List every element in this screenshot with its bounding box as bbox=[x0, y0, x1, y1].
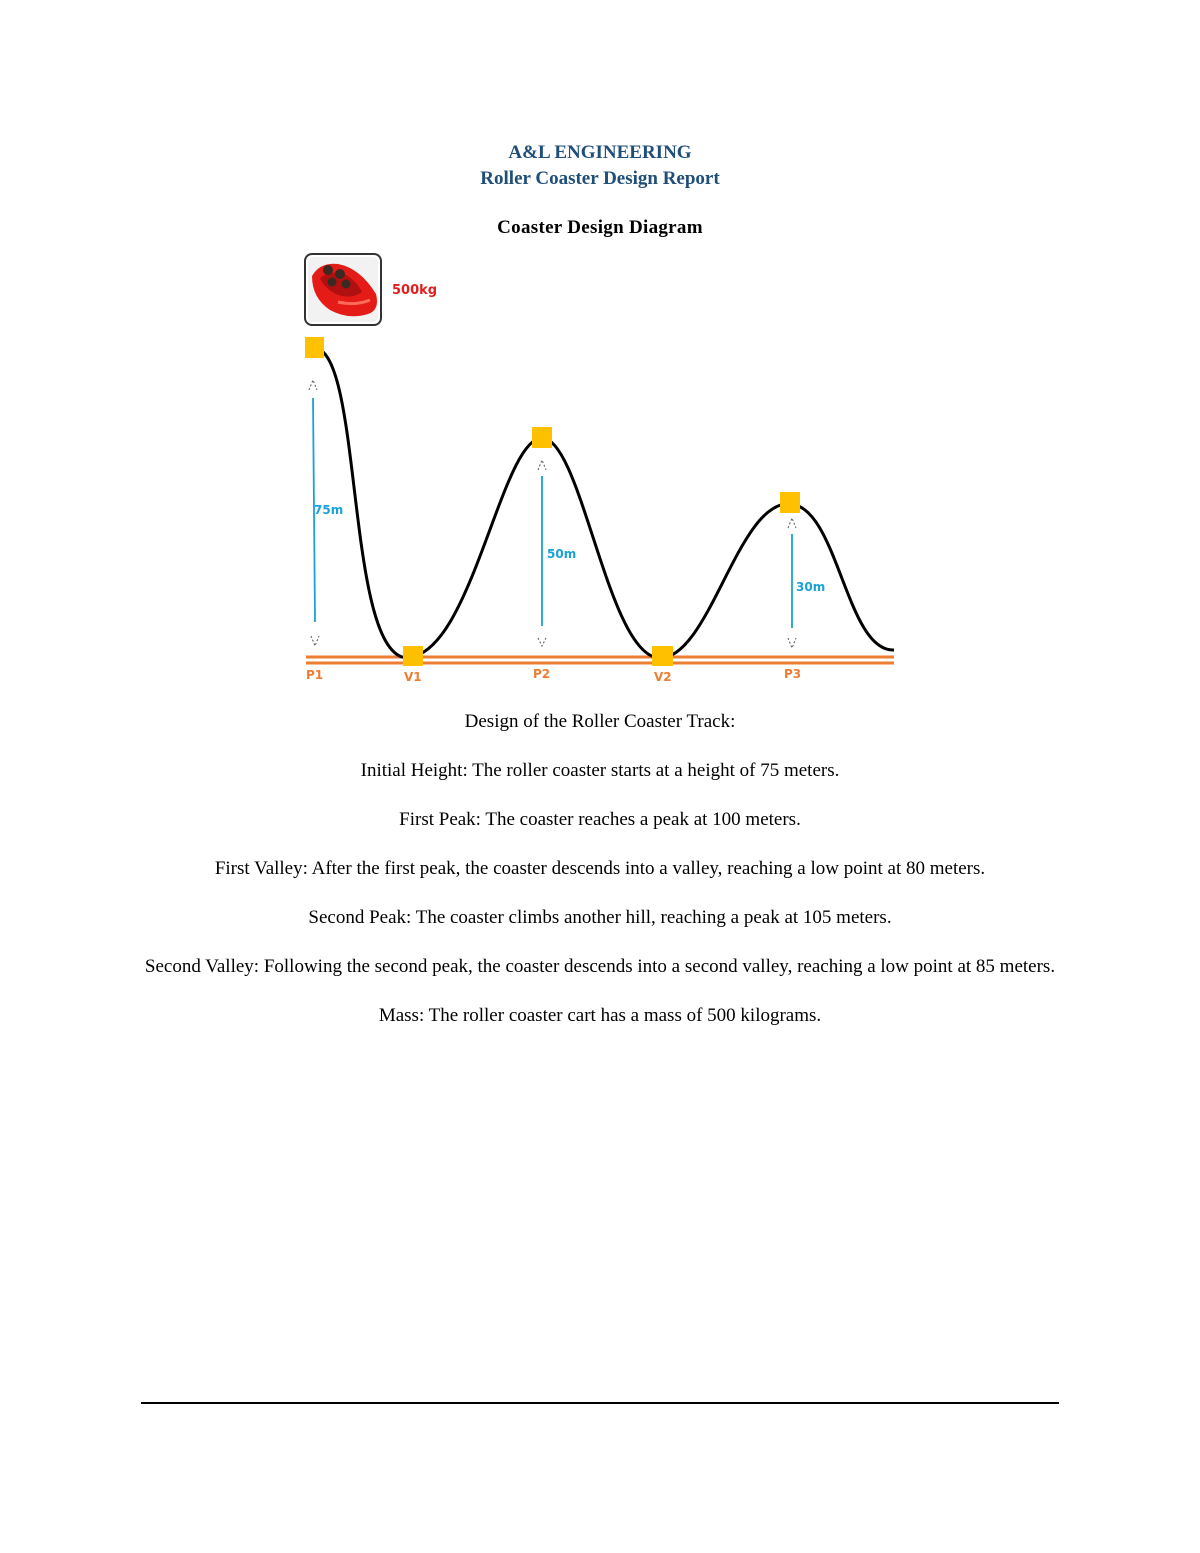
height-label-50m: 50m bbox=[547, 547, 577, 561]
marker-p3-peak bbox=[780, 492, 800, 513]
dimension-arrow-up-icon bbox=[788, 518, 796, 528]
point-label-v2: V2 bbox=[654, 670, 672, 684]
design-intro: Design of the Roller Coaster Track: bbox=[464, 711, 736, 732]
height-label-30m: 30m bbox=[796, 580, 826, 594]
dimension-arrow-down-icon bbox=[538, 638, 546, 646]
dimension-30m bbox=[788, 518, 796, 648]
report-title: Roller Coaster Design Report bbox=[480, 168, 720, 189]
dimension-arrow-down-icon bbox=[311, 636, 319, 646]
diagram-heading: Coaster Design Diagram bbox=[497, 217, 703, 238]
mass-label: 500kg bbox=[392, 283, 438, 298]
point-label-v1: V1 bbox=[404, 670, 422, 684]
point-label-p1: P1 bbox=[306, 668, 324, 682]
item-initial-height: Initial Height: The roller coaster starts at a height of 75 meters. bbox=[360, 760, 840, 781]
item-second-peak: Second Peak: The coaster climbs another hill, reaching a peak at 105 meters. bbox=[308, 907, 892, 928]
item-first-valley: First Valley: After the first peak, the coaster descends into a valley, reaching a low point at 80 meters. bbox=[214, 858, 986, 879]
dimension-arrow-up-icon bbox=[538, 460, 546, 470]
footer-rule bbox=[141, 1402, 1059, 1404]
coaster-diagram-svg bbox=[290, 248, 910, 698]
coaster-diagram bbox=[290, 248, 910, 698]
height-label-75m: 75m bbox=[314, 503, 344, 517]
cart-image bbox=[305, 254, 381, 325]
marker-start bbox=[305, 337, 324, 358]
item-second-valley: Second Valley: Following the second peak, the coaster descends into a second valley, reaching a low point at 85 meters. bbox=[144, 956, 1056, 977]
dimension-arrow-down-icon bbox=[788, 638, 796, 648]
item-first-peak: First Peak: The coaster reaches a peak at 100 meters. bbox=[399, 809, 801, 830]
marker-v1 bbox=[403, 646, 423, 666]
marker-p2-peak bbox=[532, 427, 552, 448]
coaster-track bbox=[314, 348, 894, 658]
design-description bbox=[140, 709, 1060, 1052]
point-label-p2: P2 bbox=[533, 667, 551, 681]
dimension-arrow-up-icon bbox=[309, 380, 317, 390]
item-mass: Mass: The roller coaster cart has a mass of 500 kilograms. bbox=[378, 1005, 822, 1026]
marker-v2 bbox=[652, 646, 673, 666]
company-name: A&L ENGINEERING bbox=[508, 142, 692, 163]
point-label-p3: P3 bbox=[784, 667, 802, 681]
dimension-50m bbox=[538, 460, 546, 646]
